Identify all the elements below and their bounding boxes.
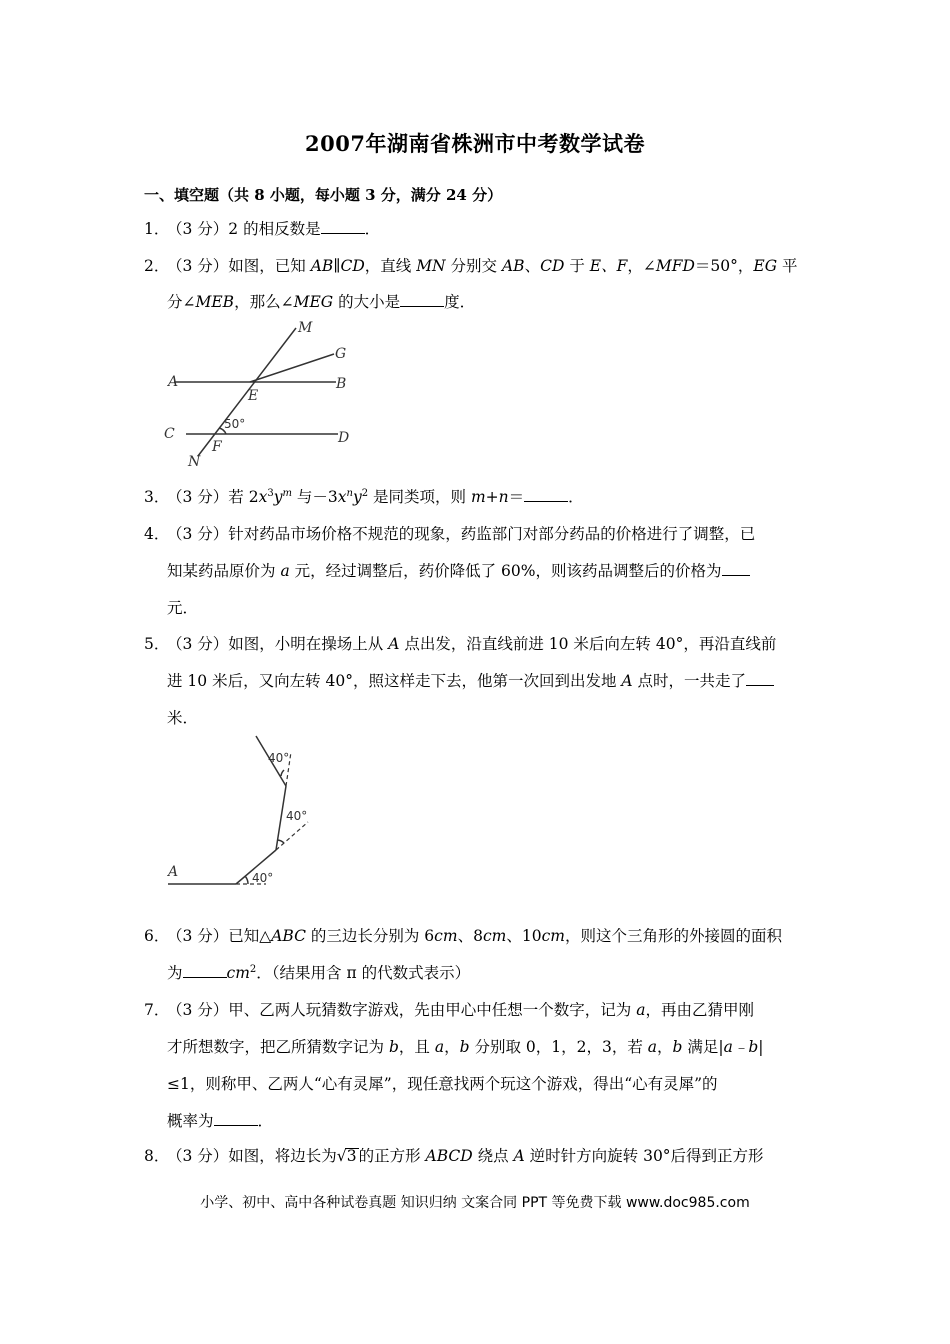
question-1: 1．（3 分）2 的相反数是 ． — [144, 220, 381, 238]
parallel-lines-figure — [160, 318, 360, 470]
angle-arc — [245, 876, 248, 884]
question-5-line-2: 进 10 米后，又向左转 40°，照这样走下去，他第一次回到出发地 A 点时，一共走了 — [167, 669, 774, 691]
question-5-line-3: 米． — [167, 709, 199, 727]
label-c: C — [164, 426, 175, 442]
label-f: F — [212, 439, 222, 455]
question-6: 6．（3 分）已知△ABC 的三边长分别为 6cm、8cm、10cm，则这个三角形的外接圆的面积 — [144, 927, 782, 945]
question-3: 3．（3 分）若 $2x^3y^m$ 与$-3x^ny^2$ 是同类项，则 m+n＝ ． — [144, 487, 584, 506]
question-4-line-2: 知某药品原价为 a 元，经过调整后，药价降低了 60%，则该药品调整后的价格为 — [167, 559, 750, 581]
question-2-line-2: 分∠MEB，那么∠MEG 的大小是 度． — [167, 293, 476, 311]
question-2: 2．（3 分）如图，已知 AB∥CD，直线 MN 分别交 AB、CD 于 E、F，∠MFD＝50°，EG 平 — [144, 257, 798, 275]
angle-label: 40° — [268, 751, 290, 765]
angle-label: 50° — [224, 417, 246, 431]
answer-blank — [214, 1111, 258, 1126]
label-d: D — [338, 430, 350, 446]
label-e: E — [248, 388, 259, 404]
sqrt-radicand: 3 — [346, 1147, 357, 1165]
section-heading: 一、填空题（共 8 小题，每小题 3 分，满分 24 分） — [144, 186, 503, 204]
label-b: B — [336, 376, 347, 392]
answer-blank — [746, 671, 774, 686]
question-7-line-4: 概率为 ． — [167, 1112, 274, 1130]
angle-label: 40° — [286, 809, 308, 823]
label-a: A — [168, 864, 179, 880]
label-g: G — [335, 346, 347, 362]
question-4: 4．（3 分）针对药品市场价格不规范的现象，药监部门对部分药品的价格进行了调整，已 — [144, 525, 756, 543]
question-7: 7．（3 分）甲、乙两人玩猜数字游戏，先由甲心中任想一个数字，记为 a，再由乙猜甲刚 — [144, 1001, 754, 1019]
sqrt-symbol: √ — [336, 1147, 347, 1165]
question-5: 5．（3 分）如图，小明在操场上从 A 点出发，沿直线前进 10 米后向左转 40°，再沿直线前 — [144, 635, 777, 653]
answer-blank — [400, 292, 444, 307]
label-n: N — [188, 454, 201, 470]
ray-eg — [250, 354, 334, 382]
question-4-line-3: 元． — [167, 599, 199, 617]
question-8: 8．（3 分）如图，将边长为√3 的正方形 ABCD 绕点 A 逆时针方向旋转 30°后得到正方形 — [144, 1147, 764, 1165]
answer-blank — [524, 487, 568, 502]
page-title: 2007年湖南省株洲市中考数学试卷 — [305, 131, 645, 156]
answer-blank — [722, 561, 750, 576]
question-7-line-2: 才所想数字，把乙所猜数字记为 b，且 a，b 分别取 0，1，2，3，若 a，b 满足|a﹣b| — [167, 1038, 764, 1056]
dashed-extension — [276, 822, 308, 850]
answer-blank — [183, 963, 227, 978]
answer-blank — [321, 219, 365, 234]
walking-path-figure — [160, 730, 320, 890]
label-m: M — [298, 320, 313, 336]
question-7-line-3: ≤1，则称甲、乙两人“心有灵犀”，现任意找两个玩这个游戏，得出“心有灵犀”的 — [167, 1075, 718, 1093]
angle-label: 40° — [252, 871, 274, 885]
label-a: A — [168, 374, 179, 390]
line-mn — [198, 328, 296, 456]
question-6-line-2: 为 $cm^2$．（结果用含 π 的代数式表示） — [167, 963, 471, 982]
page-footer: 小学、初中、高中各种试卷真题 知识归纳 文案合同 PPT 等免费下载 www.doc985.com — [200, 1195, 750, 1211]
angle-arc — [281, 770, 284, 776]
